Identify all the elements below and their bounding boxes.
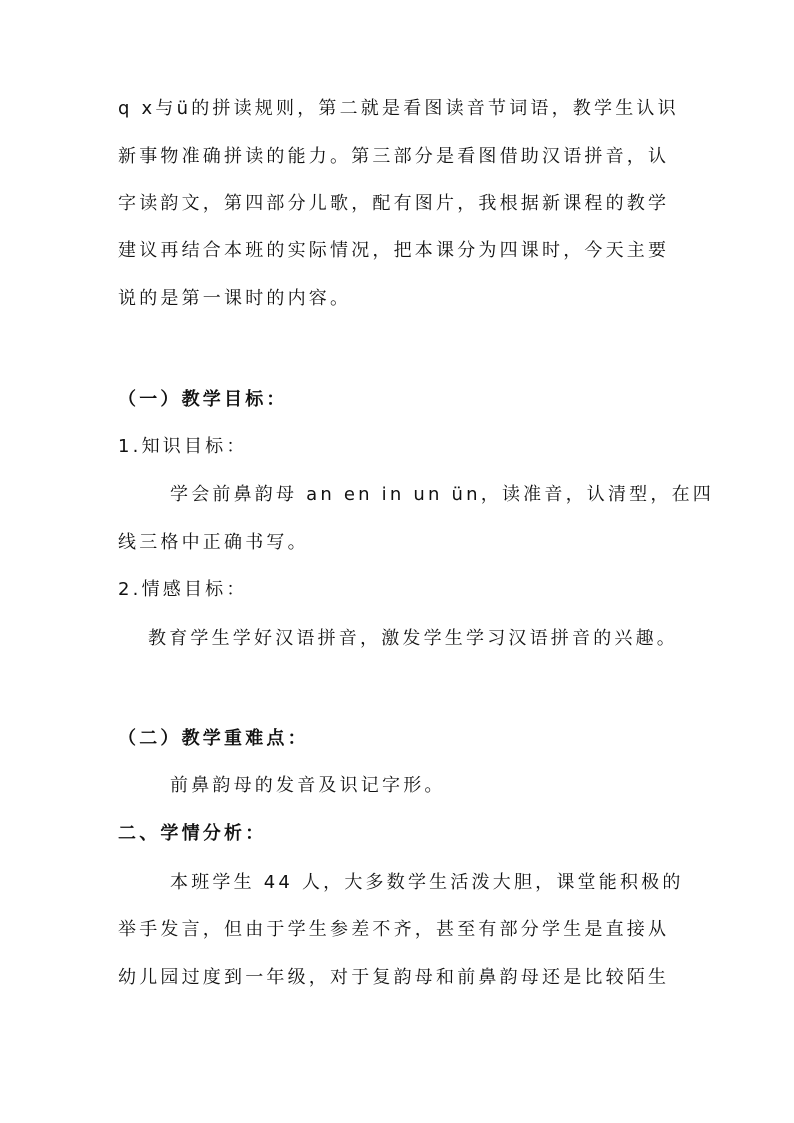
section-heading-teaching-goals: （一）教学目标： [118, 389, 288, 410]
section-heading-student-analysis: 二、学情分析： [118, 823, 267, 844]
paragraph-line: 新事物准确拼读的能力。第三部分是看图借助汉语拼音，认 [118, 146, 670, 167]
paragraph-line: 幼儿园过度到一年级，对于复韵母和前鼻韵母还是比较陌生 [118, 967, 670, 988]
paragraph-line: 教育学生学好汉语拼音，激发学生学习汉语拼音的兴趣。 [148, 628, 678, 649]
paragraph-line: 举手发言，但由于学生参差不齐，甚至有部分学生是直接从 [118, 919, 670, 940]
section-heading-key-points: （二）教学重难点： [118, 728, 309, 749]
paragraph-line: 前鼻韵母的发音及识记字形。 [170, 775, 446, 796]
paragraph-line: 本班学生 44 人，大多数学生活泼大胆，课堂能积极的 [170, 872, 684, 893]
paragraph-line: 说的是第一课时的内容。 [118, 288, 352, 309]
subheading-emotional-goal: 2.情感目标： [118, 579, 248, 600]
paragraph-line: 建议再结合本班的实际情况，把本课分为四课时，今天主要 [118, 240, 670, 261]
subheading-knowledge-goal: 1.知识目标： [118, 436, 248, 457]
paragraph-line: 字读韵文，第四部分儿歌，配有图片，我根据新课程的教学 [118, 193, 670, 214]
paragraph-line: q x与ü的拼读规则，第二就是看图读音节词语，教学生认识 [118, 98, 679, 119]
paragraph-line: 学会前鼻韵母 an en in un ün，读准音，认清型，在四 [170, 484, 714, 505]
paragraph-line: 线三格中正确书写。 [118, 532, 309, 553]
